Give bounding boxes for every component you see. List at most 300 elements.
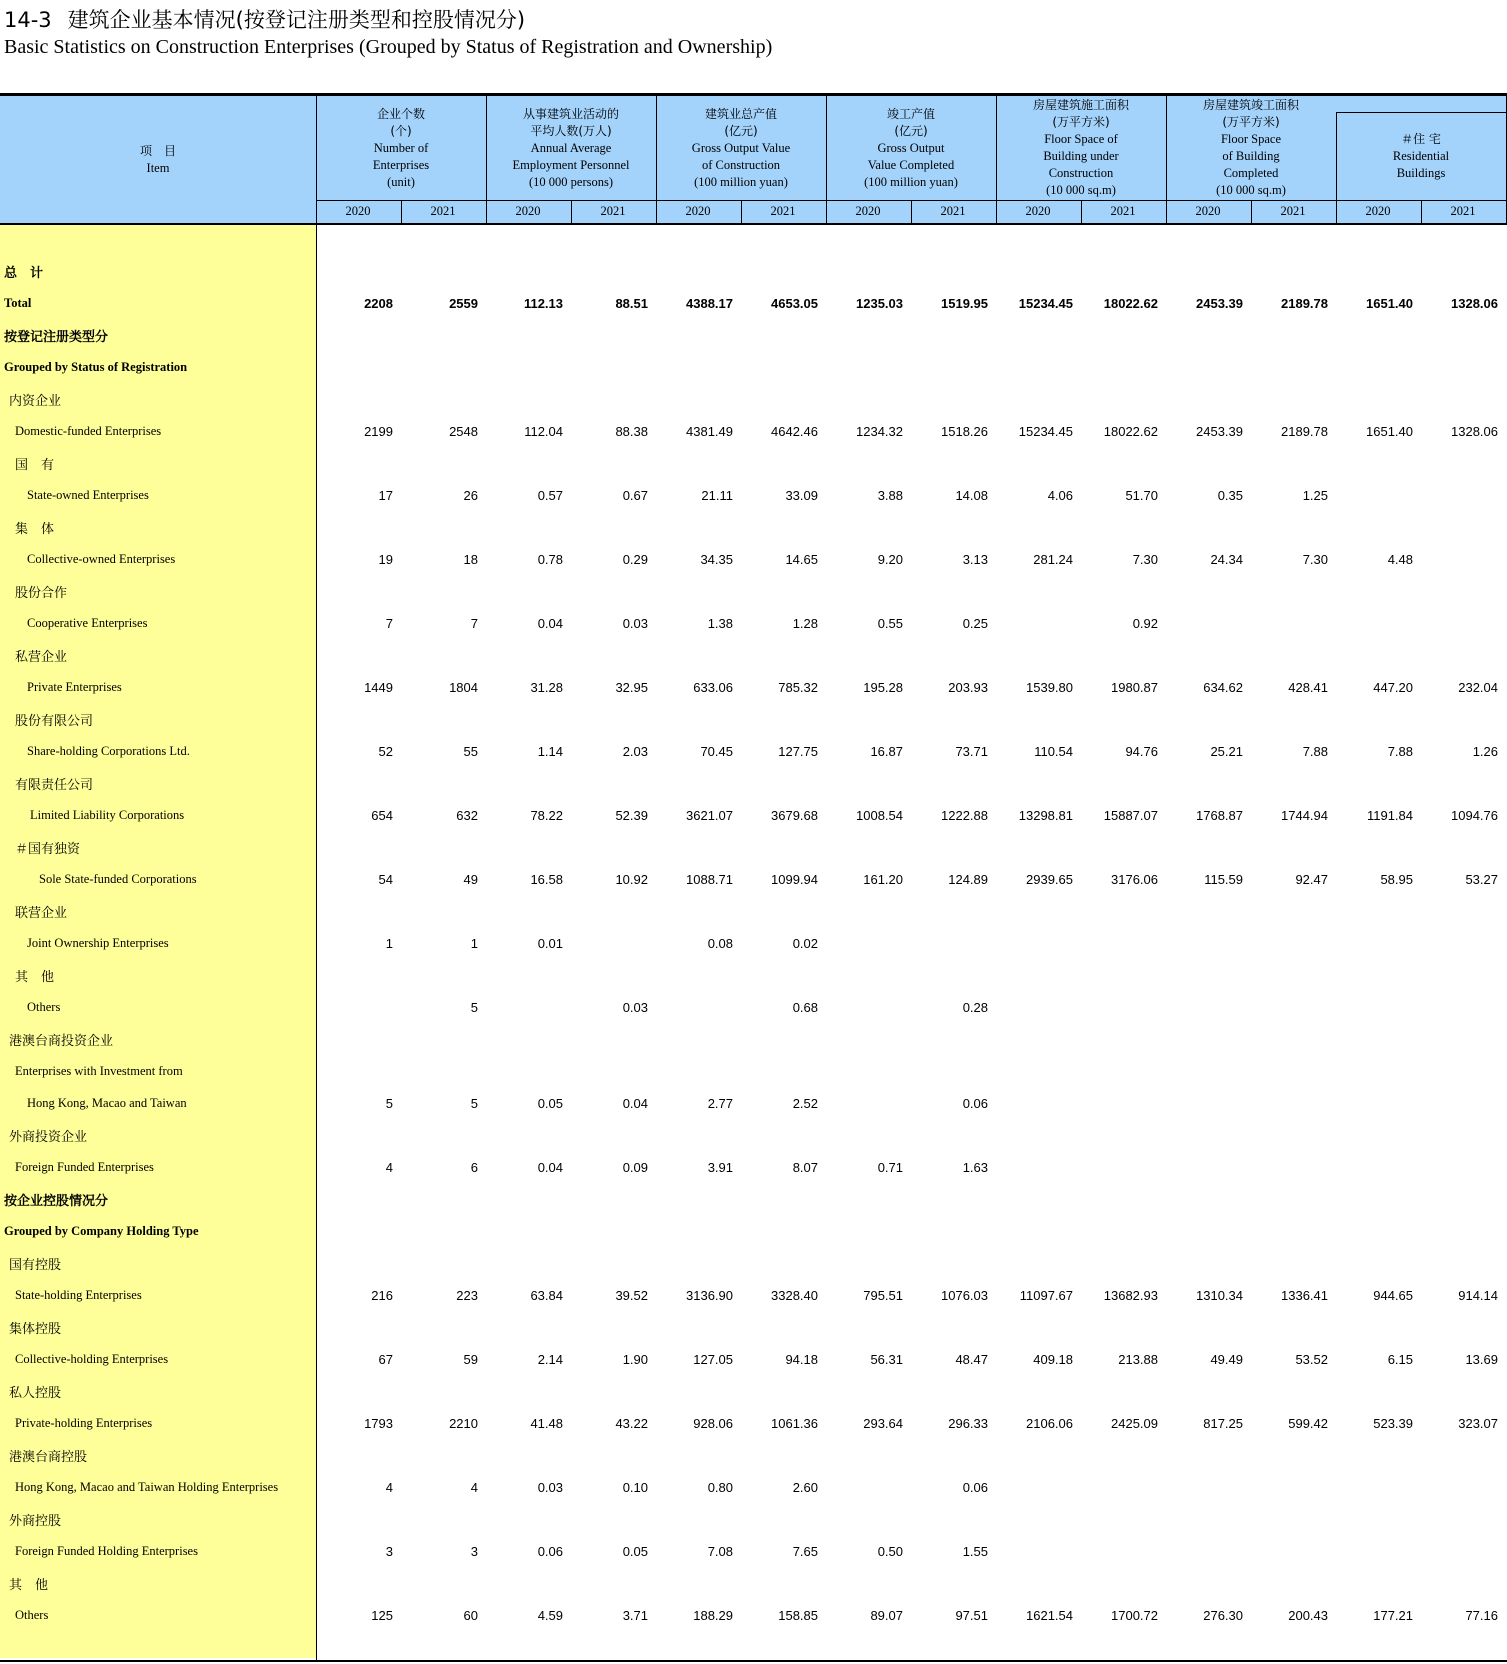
table-cell: 2.03 (622, 743, 648, 759)
group-header-en-line: (10 000 sq.m) (1216, 183, 1286, 197)
table-cell (911, 927, 995, 959)
table-cell: 125 (371, 1607, 393, 1623)
group-header-cn-line: 企业个数 (376, 106, 425, 121)
table-cell: 2106.06 (1026, 1415, 1073, 1431)
group-header-cn-line: (万平方米) (1052, 115, 1110, 129)
table-cell: 2199 (364, 423, 393, 439)
row-label: Total (4, 295, 32, 310)
table-cell: 48.47 (955, 1351, 988, 1367)
table-row (0, 1151, 1507, 1183)
table-cell: 1076.03 (941, 1287, 988, 1303)
table-cell (1336, 607, 1420, 639)
table-cell: 4642.46 (771, 423, 818, 439)
table-cell: 6.15 (1387, 1351, 1413, 1367)
table-cell: 0.05 (537, 1095, 563, 1111)
table-cell: 2.52 (792, 1095, 818, 1111)
table-cell: 31.28 (530, 679, 563, 695)
table-number: 14-3 (4, 8, 52, 32)
table-cell: 53.52 (1295, 1351, 1328, 1367)
table-cell: 293.64 (863, 1415, 903, 1431)
table-cell (1336, 1087, 1420, 1119)
table-cell: 7.08 (707, 1543, 733, 1559)
table-row (0, 671, 1507, 703)
table-cell: 0.29 (622, 551, 648, 567)
table-cell: 18022.62 (1103, 423, 1158, 439)
table-cell: 0.06 (962, 1095, 988, 1111)
year-header: 2020 (1025, 204, 1051, 218)
row-label-line (0, 447, 1507, 479)
year-header: 2020 (1195, 204, 1221, 218)
table-cell (1166, 1087, 1250, 1119)
table-cell: 112.04 (524, 423, 563, 439)
row-label: 其 他 (15, 969, 55, 985)
table-cell (826, 927, 910, 959)
table-cell: 2210 (449, 1415, 478, 1431)
table-cell: 0.10 (622, 1479, 648, 1495)
table-cell: 654 (371, 807, 393, 823)
table-cell: 14.08 (955, 487, 988, 503)
row-label: 总 计 (4, 265, 44, 281)
row-label-line (0, 1023, 1507, 1055)
group-header-en-line: (10 000 persons) (528, 174, 613, 189)
table-cell: 14.65 (785, 551, 818, 567)
group-header-en-line: of Building (1222, 149, 1280, 163)
table-cell: 447.20 (1373, 679, 1413, 695)
table-cell: 1088.71 (686, 871, 733, 887)
table-cell: 0.28 (962, 999, 988, 1015)
table-row (0, 415, 1507, 447)
group-header-en-line: Floor Space of (1044, 132, 1118, 146)
table-cell: 16.87 (870, 743, 903, 759)
row-label: Domestic-funded Enterprises (15, 423, 162, 438)
table-cell: 409.18 (1033, 1351, 1073, 1367)
table-cell (996, 1471, 1080, 1503)
row-label-line (0, 1215, 1507, 1247)
table-cell (1251, 607, 1335, 639)
column-group-header (1166, 96, 1336, 200)
table-cell: 3136.90 (686, 1287, 733, 1303)
table-cell: 0.80 (707, 1479, 733, 1495)
row-label: 内资企业 (9, 393, 62, 409)
table-cell: 7.88 (1387, 743, 1413, 759)
table-cell (486, 991, 570, 1023)
table-cell: 94.18 (785, 1351, 818, 1367)
group-header-en-line: (unit) (387, 174, 415, 189)
row-label: State-owned Enterprises (27, 487, 149, 502)
table-cell: 1539.80 (1026, 679, 1073, 695)
table-cell: 1008.54 (856, 807, 903, 823)
table-cell (1336, 927, 1420, 959)
row-label-line (0, 1311, 1507, 1343)
table-row (0, 863, 1507, 895)
group-header-cn-line: (个) (390, 123, 412, 138)
group-header-en-line: (100 million yuan) (694, 174, 788, 189)
table-cell: 2559 (449, 295, 478, 311)
table-cell: 914.14 (1458, 1287, 1498, 1303)
table-cell (1336, 1535, 1420, 1567)
table-cell: 110.54 (1034, 743, 1073, 759)
year-header: 2021 (1280, 204, 1306, 218)
item-header (0, 96, 316, 224)
table-cell: 51.70 (1125, 487, 1158, 503)
row-label: ＃国有独资 (15, 841, 81, 857)
table-cell: 0.25 (962, 615, 988, 631)
table-cell: 49 (463, 871, 478, 887)
table-cell: 1235.03 (856, 295, 903, 311)
year-header: 2021 (600, 204, 626, 218)
table-cell: 5 (385, 1095, 393, 1111)
year-header: 2021 (1110, 204, 1136, 218)
table-cell (1251, 1535, 1335, 1567)
table-cell: 177.21 (1373, 1607, 1413, 1623)
table-cell: 39.52 (615, 1287, 648, 1303)
group-header-cn-line: 房屋建筑施工面积 (1032, 98, 1129, 112)
table-cell: 216 (371, 1287, 393, 1303)
table-cell (1421, 607, 1505, 639)
group-header-en-line: (100 million yuan) (864, 174, 958, 189)
table-cell: 200.43 (1288, 1607, 1328, 1623)
table-cell: 32.95 (615, 679, 648, 695)
table-cell: 127.75 (778, 743, 818, 759)
table-cell: 4381.49 (686, 423, 733, 439)
row-label: 按企业控股情况分 (4, 1193, 109, 1209)
table-cell: 785.32 (778, 679, 818, 695)
table-cell: 78.22 (530, 807, 563, 823)
row-label-line (0, 1247, 1507, 1279)
group-header-en-line: Completed (1223, 166, 1279, 180)
table-cell (571, 927, 655, 959)
table-cell: 55 (463, 743, 478, 759)
table-cell: 2.77 (707, 1095, 733, 1111)
table-cell: 3.71 (622, 1607, 648, 1623)
table-row (0, 1279, 1507, 1311)
row-label: Sole State-funded Corporations (39, 871, 197, 886)
table-cell: 795.51 (863, 1287, 903, 1303)
table-cell: 0.68 (792, 999, 818, 1015)
table-cell: 4 (385, 1159, 393, 1175)
table-cell: 73.71 (955, 743, 988, 759)
table-cell: 0.09 (622, 1159, 648, 1175)
table-cell: 0.06 (537, 1543, 563, 1559)
table-cell: 7 (385, 615, 393, 631)
year-header: 2021 (430, 204, 456, 218)
table-cell (1421, 1535, 1505, 1567)
group-header-en-line: (10 000 sq.m) (1046, 183, 1116, 197)
table-cell: 19 (378, 551, 393, 567)
row-label: 股份合作 (15, 585, 68, 601)
item-header-en: Item (146, 161, 170, 175)
year-header: 2020 (345, 204, 371, 218)
table-cell (1336, 991, 1420, 1023)
table-cell: 0.06 (962, 1479, 988, 1495)
table-cell: 5 (470, 999, 478, 1015)
table-cell: 632 (456, 807, 478, 823)
table-cell: 1621.54 (1026, 1607, 1073, 1623)
table-row (0, 1599, 1507, 1631)
table-row (0, 1087, 1507, 1119)
table-cell: 281.24 (1033, 551, 1073, 567)
row-label-line (0, 639, 1507, 671)
table-cell: 1.90 (622, 1351, 648, 1367)
column-group-header (316, 96, 486, 200)
row-label-line (0, 767, 1507, 799)
table-cell: 1804 (449, 679, 478, 695)
group-header-cn-line: (亿元) (894, 123, 928, 138)
row-label: Private Enterprises (27, 679, 122, 694)
table-cell: 17 (378, 487, 393, 503)
table-cell: 0.57 (537, 487, 563, 503)
row-label: 国有控股 (9, 1257, 62, 1273)
table-row (0, 1343, 1507, 1375)
table-cell: 0.03 (622, 615, 648, 631)
table-row (0, 287, 1507, 319)
row-label: Collective-owned Enterprises (27, 551, 176, 566)
row-label-line (0, 1119, 1507, 1151)
table-cell: 7.30 (1132, 551, 1158, 567)
table-cell (1251, 927, 1335, 959)
table-cell (1421, 927, 1505, 959)
group-header-cn-line: 建筑业总产值 (704, 106, 777, 121)
group-header-en-line: Residential (1392, 148, 1450, 163)
table-cell: 24.34 (1210, 551, 1243, 567)
row-label: Limited Liability Corporations (30, 807, 185, 822)
table-cell: 13.69 (1465, 1351, 1498, 1367)
row-label-line (0, 255, 1507, 287)
table-cell (1081, 927, 1165, 959)
table-cell: 10.92 (615, 871, 648, 887)
table-cell: 232.04 (1458, 679, 1498, 695)
group-header-en-line: Buildings (1396, 165, 1446, 180)
group-header-en-line: of Construction (701, 157, 781, 172)
row-label: Cooperative Enterprises (27, 615, 148, 630)
table-cell: 13682.93 (1103, 1287, 1158, 1303)
table-cell: 4653.05 (771, 295, 818, 311)
table-cell: 3.88 (877, 487, 903, 503)
table-row (0, 479, 1507, 511)
table-cell: 63.84 (530, 1287, 563, 1303)
table-cell: 1.26 (1472, 743, 1498, 759)
table-cell: 634.62 (1203, 679, 1243, 695)
table-cell: 3.91 (707, 1159, 733, 1175)
table-cell: 60 (463, 1607, 478, 1623)
table-cell (1166, 1151, 1250, 1183)
row-label: 联营企业 (15, 905, 68, 921)
row-label-line (0, 511, 1507, 543)
table-cell: 203.93 (948, 679, 988, 695)
table-cell: 2548 (449, 423, 478, 439)
column-group-header (826, 96, 996, 200)
table-cell: 276.30 (1203, 1607, 1243, 1623)
table-cell (1081, 1535, 1165, 1567)
table-cell: 18 (463, 551, 478, 567)
table-cell: 0.03 (622, 999, 648, 1015)
table-cell: 25.21 (1210, 743, 1243, 759)
table-cell: 3.13 (962, 551, 988, 567)
row-label: Foreign Funded Holding Enterprises (15, 1543, 198, 1558)
row-label-line (0, 1055, 1507, 1087)
table-cell: 115.59 (1204, 871, 1243, 887)
row-label: 港澳台商控股 (9, 1449, 88, 1465)
group-header-cn-line: 平均人数(万人) (530, 123, 612, 138)
table-cell (1421, 543, 1505, 575)
year-header: 2021 (770, 204, 796, 218)
table-cell: 0.04 (622, 1095, 648, 1111)
table-cell (1421, 1087, 1505, 1119)
table-cell: 1.63 (962, 1159, 988, 1175)
row-label: 国 有 (15, 457, 55, 473)
table-cell (1166, 927, 1250, 959)
table-cell: 1.14 (537, 743, 563, 759)
table-cell (1336, 1471, 1420, 1503)
table-row (0, 735, 1507, 767)
table-cell: 15234.45 (1018, 423, 1073, 439)
table-cell: 2425.09 (1111, 1415, 1158, 1431)
table-cell: 0.55 (877, 615, 903, 631)
table-cell: 2453.39 (1196, 423, 1243, 439)
table-cell: 928.06 (693, 1415, 733, 1431)
table-cell: 92.47 (1295, 871, 1328, 887)
row-label: 外商控股 (9, 1513, 62, 1529)
group-header-en-line: Gross Output Value (691, 140, 791, 155)
year-header: 2020 (685, 204, 711, 218)
table-cell (1081, 1151, 1165, 1183)
table-cell: 1328.06 (1451, 423, 1498, 439)
table-cell: 633.06 (693, 679, 733, 695)
table-cell (996, 927, 1080, 959)
row-label: 股份有限公司 (15, 713, 94, 729)
table-cell: 11097.67 (1019, 1287, 1073, 1303)
table-cell: 56.31 (870, 1351, 903, 1367)
row-label: Grouped by Status of Registration (4, 359, 188, 374)
table-cell: 1094.76 (1451, 807, 1498, 823)
column-group-header (486, 96, 656, 200)
table-row (0, 1407, 1507, 1439)
row-label: Hong Kong, Macao and Taiwan Holding Enterprises (15, 1479, 279, 1494)
row-label-line (0, 1503, 1507, 1535)
table-cell: 1.25 (1302, 487, 1328, 503)
row-label: 有限责任公司 (15, 777, 94, 793)
table-cell: 124.89 (948, 871, 988, 887)
table-cell: 58.95 (1380, 871, 1413, 887)
table-cell: 1310.34 (1196, 1287, 1243, 1303)
table-cell: 1099.94 (771, 871, 818, 887)
table-cell: 94.76 (1125, 743, 1158, 759)
table-cell: 0.04 (537, 615, 563, 631)
table-cell: 0.67 (622, 487, 648, 503)
table-title-en: Basic Statistics on Construction Enterprises (Grouped by Status of Registration and Ownership) (4, 36, 773, 58)
table-cell: 89.07 (870, 1607, 903, 1623)
group-header-cn-line: (万平方米) (1222, 115, 1280, 129)
table-cell: 599.42 (1288, 1415, 1328, 1431)
group-header-en-line: Building under (1043, 149, 1119, 163)
table-cell: 88.38 (615, 423, 648, 439)
table-cell: 1336.41 (1281, 1287, 1328, 1303)
table-cell: 1980.87 (1111, 679, 1158, 695)
year-header: 2021 (940, 204, 966, 218)
table-cell: 7.88 (1302, 743, 1328, 759)
table-cell: 5 (470, 1095, 478, 1111)
table-cell: 3679.68 (771, 807, 818, 823)
table-cell (1081, 1471, 1165, 1503)
table-cell (826, 1471, 910, 1503)
table-row (0, 927, 1507, 959)
table-cell: 33.09 (785, 487, 818, 503)
table-cell: 158.85 (778, 1607, 818, 1623)
table-cell (656, 991, 740, 1023)
table-cell: 3 (470, 1543, 478, 1559)
table-cell: 944.65 (1373, 1287, 1413, 1303)
column-group-header (996, 96, 1166, 200)
table-cell: 1328.06 (1451, 295, 1498, 311)
table-row (0, 991, 1507, 1023)
table-cell: 523.39 (1373, 1415, 1413, 1431)
table-cell (996, 991, 1080, 1023)
column-group-header (1336, 112, 1506, 200)
group-header-cn-line: 房屋建筑竣工面积 (1202, 98, 1299, 112)
table-cell: 817.25 (1203, 1415, 1243, 1431)
group-header-en-line: Construction (1048, 166, 1114, 180)
group-header-cn-line: ＃住 宅 (1401, 131, 1441, 146)
row-label: State-holding Enterprises (15, 1287, 142, 1302)
table-cell: 188.29 (693, 1607, 733, 1623)
table-cell: 15234.45 (1018, 295, 1073, 311)
table-cell (1336, 1151, 1420, 1183)
table-cell: 34.35 (700, 551, 733, 567)
table-cell: 6 (470, 1159, 478, 1175)
row-label-line (0, 895, 1507, 927)
table-cell: 0.50 (877, 1543, 903, 1559)
table-cell (1166, 1535, 1250, 1567)
group-header-en-line: Employment Personnel (512, 157, 630, 172)
table-cell (1081, 991, 1165, 1023)
table-cell (1166, 991, 1250, 1023)
table-cell (1081, 1087, 1165, 1119)
table-cell: 1.28 (792, 615, 818, 631)
table-cell: 195.28 (863, 679, 903, 695)
group-header-cn-line: 从事建筑业活动的 (522, 106, 619, 121)
table-cell (826, 991, 910, 1023)
row-label: 私营企业 (15, 649, 68, 665)
table-cell: 4 (385, 1479, 393, 1495)
table-bottom-rule (0, 1660, 1507, 1662)
row-label: Share-holding Corporations Ltd. (27, 743, 190, 758)
table-cell: 0.78 (537, 551, 563, 567)
table-cell (826, 1087, 910, 1119)
table-cell: 67 (378, 1351, 393, 1367)
group-header-en-line: Value Completed (867, 157, 955, 172)
table-cell: 161.20 (863, 871, 903, 887)
table-cell: 1.38 (707, 615, 733, 631)
table-cell: 21.11 (701, 487, 733, 503)
table-cell: 52 (378, 743, 393, 759)
table-cell: 18022.62 (1103, 295, 1158, 311)
group-header-cn-line: 竣工产值 (886, 106, 935, 121)
table-cell (1336, 479, 1420, 511)
table-cell (996, 607, 1080, 639)
table-cell (1166, 607, 1250, 639)
table-cell: 0.01 (537, 935, 563, 951)
group-header-en-line: Enterprises (372, 157, 430, 172)
table-cell (1421, 1471, 1505, 1503)
table-cell (996, 1535, 1080, 1567)
table-cell: 15887.07 (1103, 807, 1158, 823)
table-cell: 1222.88 (941, 807, 988, 823)
table-cell: 2939.65 (1026, 871, 1073, 887)
table-cell: 127.05 (693, 1351, 733, 1367)
table-cell: 49.49 (1210, 1351, 1243, 1367)
table-cell: 88.51 (615, 295, 648, 311)
row-label: Grouped by Company Holding Type (4, 1223, 199, 1238)
